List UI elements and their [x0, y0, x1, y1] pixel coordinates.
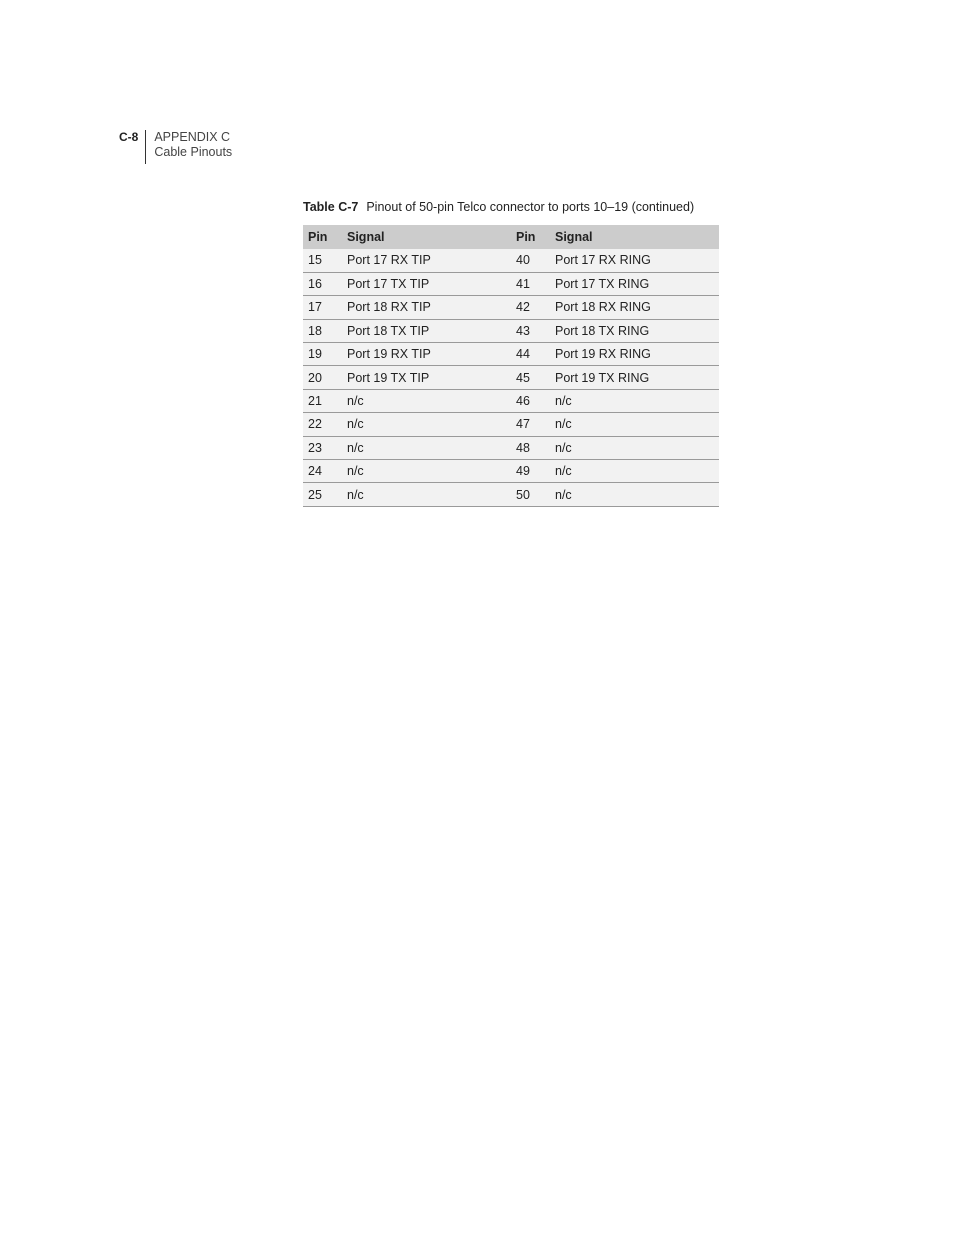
signal-cell: Port 19 TX RING [550, 366, 719, 389]
signal-cell: n/c [550, 436, 719, 459]
table-caption-label: Table C-7 [303, 200, 359, 214]
table-row [303, 272, 719, 295]
signal-cell: n/c [550, 460, 719, 483]
table-row [303, 460, 719, 483]
pin-cell: 41 [511, 272, 550, 295]
table-row [303, 366, 719, 389]
signal-cell: Port 19 TX TIP [342, 366, 511, 389]
pin-cell: 23 [303, 436, 342, 459]
signal-cell: Port 19 RX TIP [342, 343, 511, 366]
table-row [303, 249, 719, 272]
page-number: C-8 [119, 130, 146, 164]
pin-cell: 48 [511, 436, 550, 459]
pin-cell: 50 [511, 483, 550, 506]
signal-cell: n/c [342, 460, 511, 483]
signal-cell: Port 19 RX RING [550, 343, 719, 366]
column-header-pin: Pin [303, 225, 342, 249]
signal-cell: Port 17 TX RING [550, 272, 719, 295]
pin-cell: 46 [511, 389, 550, 412]
signal-cell: n/c [550, 483, 719, 506]
pin-cell: 24 [303, 460, 342, 483]
signal-cell: Port 18 TX TIP [342, 319, 511, 342]
appendix-label: APPENDIX C [154, 130, 231, 144]
signal-cell: n/c [342, 436, 511, 459]
pin-cell: 43 [511, 319, 550, 342]
table-row [303, 389, 719, 412]
header-text [146, 130, 232, 160]
pinout-table [303, 225, 719, 507]
signal-cell: n/c [550, 413, 719, 436]
pin-cell: 45 [511, 366, 550, 389]
table-row [303, 483, 719, 506]
pin-cell: 49 [511, 460, 550, 483]
table-header-row [303, 225, 719, 249]
pin-cell: 47 [511, 413, 550, 436]
column-header-pin-2: Pin [511, 225, 550, 249]
signal-cell: Port 17 RX TIP [342, 249, 511, 272]
table-row [303, 296, 719, 319]
signal-cell: n/c [342, 413, 511, 436]
pin-cell: 16 [303, 272, 342, 295]
pin-cell: 40 [511, 249, 550, 272]
pin-cell: 18 [303, 319, 342, 342]
running-header [119, 130, 232, 164]
signal-cell: Port 17 RX RING [550, 249, 719, 272]
pin-cell: 17 [303, 296, 342, 319]
signal-cell: Port 18 RX RING [550, 296, 719, 319]
signal-cell: n/c [342, 389, 511, 412]
signal-cell: n/c [342, 483, 511, 506]
pin-cell: 20 [303, 366, 342, 389]
pin-cell: 42 [511, 296, 550, 319]
table-row [303, 343, 719, 366]
pin-cell: 44 [511, 343, 550, 366]
pin-cell: 15 [303, 249, 342, 272]
signal-cell: n/c [550, 389, 719, 412]
column-header-signal: Signal [342, 225, 511, 249]
chapter-title: Cable Pinouts [154, 145, 233, 159]
signal-cell: Port 18 TX RING [550, 319, 719, 342]
signal-cell: Port 17 TX TIP [342, 272, 511, 295]
table-row [303, 319, 719, 342]
table-body [303, 249, 719, 506]
pin-cell: 22 [303, 413, 342, 436]
pin-cell: 25 [303, 483, 342, 506]
column-header-signal-2: Signal [550, 225, 719, 249]
pin-cell: 19 [303, 343, 342, 366]
table-row [303, 413, 719, 436]
signal-cell: Port 18 RX TIP [342, 296, 511, 319]
pin-cell: 21 [303, 389, 342, 412]
table-caption [303, 199, 694, 215]
table-caption-text: Pinout of 50-pin Telco connector to ports 10–19 (continued) [366, 200, 695, 214]
table-row [303, 436, 719, 459]
